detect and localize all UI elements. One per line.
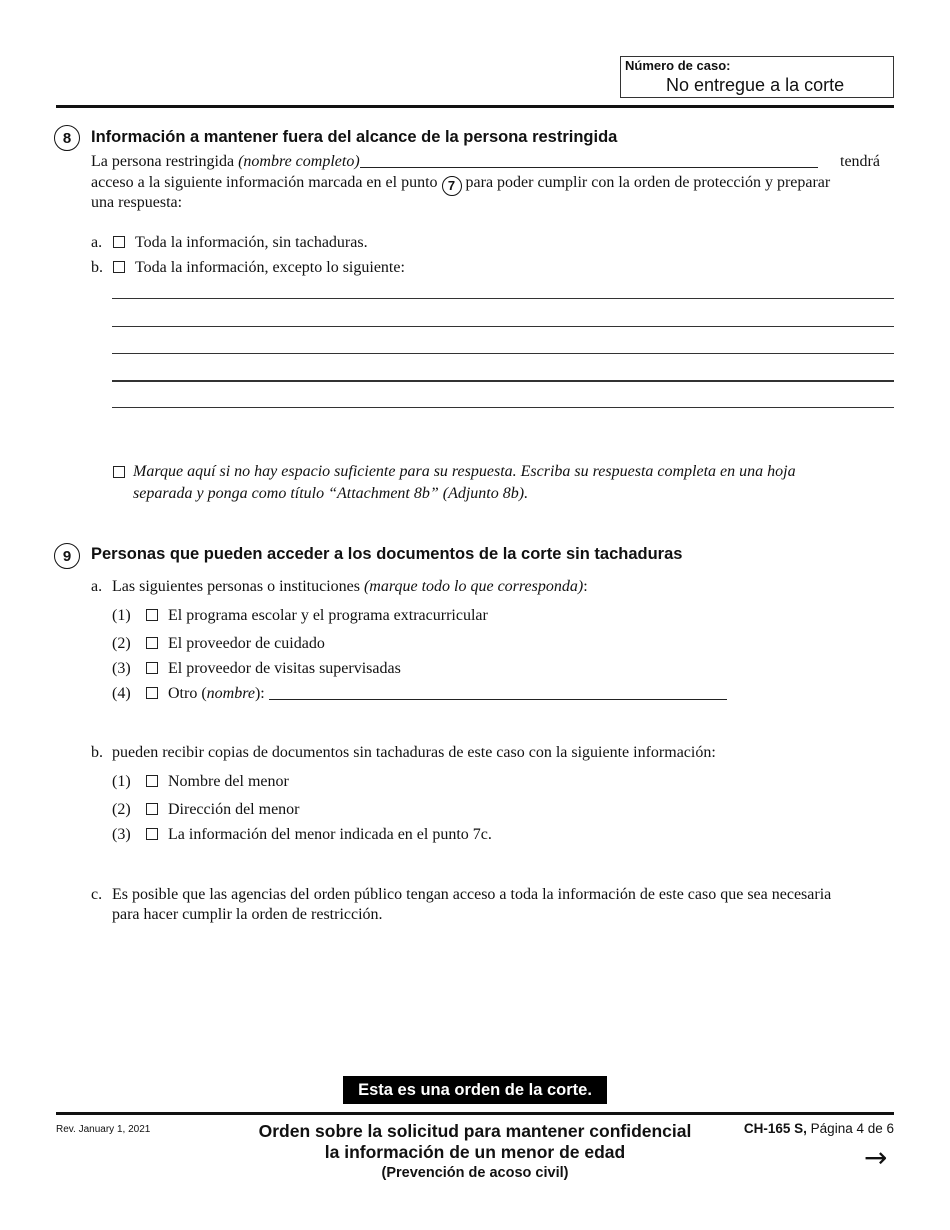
form-title — [200, 1121, 750, 1184]
attachment-8b-line2: separada y ponga como título “Attachment 8b” (Adjunto 8b). — [133, 485, 529, 502]
item-number: (2) — [112, 635, 131, 652]
line1-start: La persona restringida — [91, 153, 239, 170]
section-8-line2 — [91, 174, 830, 196]
section-9-number: 9 — [54, 543, 80, 569]
item-number: (1) — [112, 607, 131, 624]
item-text-italic: nombre — [206, 685, 255, 702]
item-number: (2) — [112, 801, 131, 818]
checkbox-8a[interactable] — [113, 236, 125, 248]
section-9a-text: Las siguientes personas o instituciones — [112, 578, 364, 595]
court-order-banner: Esta es una orden de la corte. — [343, 1076, 607, 1104]
option-8a-letter: a. — [91, 234, 103, 251]
footer-rule — [56, 1112, 894, 1115]
item-text: La información del menor indicada en el punto 7c. — [168, 826, 492, 843]
case-number-label: Número de caso: — [625, 58, 731, 73]
section-8-number: 8 — [54, 125, 80, 151]
checkbox-9a3[interactable] — [146, 662, 158, 674]
list-item — [112, 607, 488, 625]
section-9-title: Personas que pueden acceder a los documentos de la corte sin tachaduras — [91, 545, 683, 563]
option-8b — [91, 259, 405, 277]
section-9c-letter: c. — [91, 886, 103, 903]
option-8b-text: Toda la información, excepto lo siguiente: — [135, 259, 405, 276]
revision-date: Rev. January 1, 2021 — [56, 1124, 151, 1135]
list-item — [112, 801, 300, 819]
answer-line-5[interactable] — [112, 407, 894, 408]
right-arrow-icon[interactable]: → — [864, 1141, 888, 1174]
checkbox-9a4[interactable] — [146, 687, 158, 699]
case-number-value[interactable]: No entregue a la corte — [666, 75, 845, 95]
checkbox-9a2[interactable] — [146, 637, 158, 649]
checkbox-8b[interactable] — [113, 261, 125, 273]
section-9a-letter: a. — [91, 578, 103, 595]
section-9a — [91, 578, 588, 596]
form-title-line2: la información de un menor de edad — [324, 1142, 626, 1162]
case-number-box — [620, 56, 894, 98]
checkbox-9a1[interactable] — [146, 609, 158, 621]
list-item — [112, 826, 492, 844]
checkbox-9b3[interactable] — [146, 828, 158, 840]
item-text: Nombre del menor — [168, 773, 289, 790]
section-9a-end: : — [583, 578, 588, 595]
item-7-ref: 7 — [442, 176, 462, 196]
option-8a-text: Toda la información, sin tachaduras. — [135, 234, 368, 251]
option-8b-letter: b. — [91, 259, 103, 276]
section-8-title: Información a mantener fuera del alcance de la persona restringida — [91, 128, 618, 146]
item-text-end: ): — [254, 685, 265, 702]
item-number: (3) — [112, 660, 131, 677]
option-8a — [91, 234, 368, 252]
form-subtitle: (Prevención de acoso civil) — [381, 1165, 569, 1181]
form-id: CH-165 S, — [743, 1121, 807, 1136]
checkbox-9b2[interactable] — [146, 803, 158, 815]
list-item — [112, 635, 325, 653]
item-text: Dirección del menor — [168, 801, 300, 818]
answer-line-1[interactable] — [112, 298, 894, 299]
section-9b-text: pueden recibir copias de documentos sin tachaduras de este caso con la siguiente información: — [112, 744, 716, 761]
item-number: (3) — [112, 826, 131, 843]
answer-line-2[interactable] — [112, 326, 894, 327]
section-8-line1 — [91, 153, 818, 171]
section-9c — [91, 886, 831, 904]
section-9b — [91, 744, 716, 762]
line2-end: para poder cumplir con la orden de protección y preparar — [465, 174, 831, 191]
answer-line-4[interactable] — [112, 380, 894, 382]
answer-line-3[interactable] — [112, 353, 894, 354]
item-text: El proveedor de visitas supervisadas — [168, 660, 401, 677]
other-name-field[interactable] — [269, 685, 727, 700]
page-number: Página 4 de 6 — [810, 1121, 894, 1136]
item-number: (4) — [112, 685, 131, 702]
restricted-person-name-field[interactable] — [360, 153, 818, 168]
section-9b-letter: b. — [91, 744, 103, 761]
attachment-8b-line1: Marque aquí si no hay espacio suficiente para su respuesta. Escriba su respuesta completa en una hoja — [133, 463, 796, 480]
section-9a-italic: (marque todo lo que corresponda) — [363, 578, 584, 595]
header-rule — [56, 105, 894, 108]
line1-end: tendrá — [840, 153, 880, 170]
form-page-info — [720, 1121, 894, 1136]
checkbox-attachment-8b[interactable] — [113, 466, 125, 478]
item-text: El proveedor de cuidado — [168, 635, 325, 652]
form-title-line1: Orden sobre la solicitud para mantener confidencial — [258, 1121, 692, 1141]
item-number: (1) — [112, 773, 131, 790]
checkbox-9b1[interactable] — [146, 775, 158, 787]
item-text: Otro ( — [168, 685, 207, 702]
line2-start: acceso a la siguiente información marcada en el punto — [91, 174, 438, 191]
list-item — [112, 685, 727, 703]
section-9c-line1: Es posible que las agencias del orden público tengan acceso a toda la información de este caso que sea necesaria — [112, 886, 832, 903]
section-9c-line2: para hacer cumplir la orden de restricción. — [112, 906, 383, 923]
list-item — [112, 660, 401, 678]
section-8-line3: una respuesta: — [91, 194, 183, 211]
list-item — [112, 773, 289, 791]
line1-italic: (nombre completo) — [238, 153, 360, 170]
item-text: El programa escolar y el programa extracurricular — [168, 607, 488, 624]
